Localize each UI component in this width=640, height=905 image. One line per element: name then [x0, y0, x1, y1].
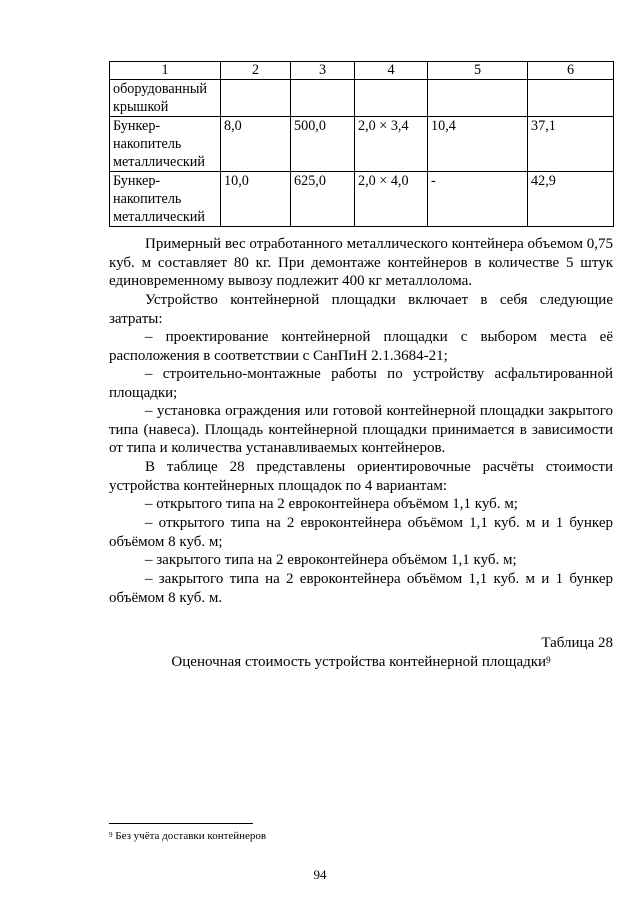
list-item: – открытого типа на 2 евроконтейнера объёмом 1,1 куб. м и 1 бункер объёмом 8 куб. м;: [109, 515, 613, 550]
cell-line: накопитель: [113, 191, 182, 207]
table-cell: 2,0 × 4,0: [355, 172, 428, 227]
footnote-mark: 9: [109, 831, 113, 839]
table-cell: 625,0: [291, 172, 355, 227]
cell-line: металлический: [113, 209, 205, 225]
footnote-ref[interactable]: 9: [546, 655, 551, 665]
page-number: 94: [313, 867, 327, 882]
cell-line: оборудованный: [113, 81, 207, 97]
list-item: – открытого типа на 2 евроконтейнера объёмом 1,1 куб. м;: [145, 496, 518, 512]
table-cell: [291, 80, 355, 117]
table-header-cell: 2: [221, 62, 291, 80]
cell-line: накопитель: [113, 136, 182, 152]
table-cell: [110, 117, 221, 172]
list-item: – проектирование контейнерной площадки с выбором места её расположения в соответствии с СанПиН 2.1.3684-21;: [109, 329, 613, 364]
table-row: [110, 117, 614, 172]
table-cell: [110, 172, 221, 227]
table-row: [110, 80, 614, 117]
table-cell: 8,0: [221, 117, 291, 172]
table-cell: [110, 80, 221, 117]
table-cell: 500,0: [291, 117, 355, 172]
body-paragraph: Устройство контейнерной площадки включает в себя следующие затраты:: [109, 292, 613, 327]
table-cell: 10,0: [221, 172, 291, 227]
table-cell: 10,4: [428, 117, 528, 172]
footnote: [109, 829, 266, 843]
cell-line: Бункер-: [113, 173, 161, 189]
table-cell: -: [428, 172, 528, 227]
table-cell: [528, 80, 614, 117]
table-header-cell: 4: [355, 62, 428, 80]
table-number: Таблица 28: [541, 635, 613, 651]
table-title: [109, 653, 613, 671]
table-cell: 2,0 × 3,4: [355, 117, 428, 172]
table-cell: [428, 80, 528, 117]
footnote-separator: [109, 823, 253, 824]
list-item: – закрытого типа на 2 евроконтейнера объёмом 1,1 куб. м;: [145, 552, 517, 568]
table-header-cell: 5: [428, 62, 528, 80]
table-cell: 37,1: [528, 117, 614, 172]
table-title-text: Оценочная стоимость устройства контейнерной площадки: [171, 654, 547, 670]
list-item: – закрытого типа на 2 евроконтейнера объёмом 1,1 куб. м и 1 бункер объёмом 8 куб. м.: [109, 571, 613, 606]
cell-line: крышкой: [113, 99, 169, 115]
table-header-cell: 1: [110, 62, 221, 80]
body-paragraph: Примерный вес отработанного металлического контейнера объемом 0,75 куб. м составляет 80 кг. При демонтаже контейнеров в количестве 5 штук единовременному вывозу подлежит 400 кг металлолома.: [109, 236, 613, 290]
table-row: [110, 172, 614, 227]
cell-line: металлический: [113, 154, 205, 170]
list-item: – строительно-монтажные работы по устройству асфальтированной площадки;: [109, 366, 613, 401]
footnote-text: Без учёта доставки контейнеров: [112, 830, 267, 842]
body-paragraph: В таблице 28 представлены ориентировочные расчёты стоимости устройства контейнерных площадок по 4 вариантам:: [109, 459, 613, 494]
continued-table: [109, 61, 614, 227]
cell-line: Бункер-: [113, 118, 161, 134]
table-cell: [355, 80, 428, 117]
table-header-cell: 3: [291, 62, 355, 80]
table-cell: 42,9: [528, 172, 614, 227]
table-header-cell: 6: [528, 62, 614, 80]
list-item: – установка ограждения или готовой контейнерной площадки закрытого типа (навеса). Площадь контейнерной площадки принимается в зависимости от типа и количества устанавливаемых контейнеров.: [109, 403, 613, 457]
table-header-row: [110, 62, 614, 80]
table-cell: [221, 80, 291, 117]
